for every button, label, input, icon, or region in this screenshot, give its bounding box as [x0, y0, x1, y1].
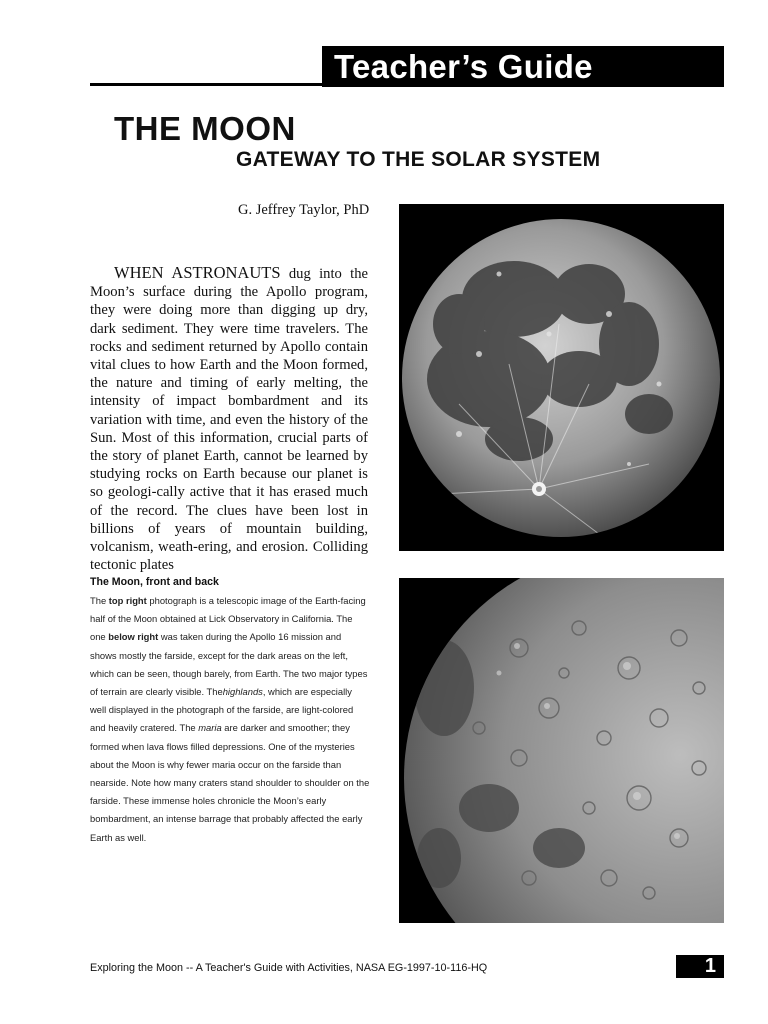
page-number: 1: [676, 955, 724, 978]
page-subtitle: GATEWAY TO THE SOLAR SYSTEM: [236, 148, 601, 171]
moon-nearside-image: [399, 204, 724, 551]
teachers-guide-banner: [322, 46, 724, 87]
lead-in-text: WHEN ASTRONAUTS: [114, 263, 281, 282]
footer-citation: Exploring the Moon -- A Teacher's Guide with Activities, NASA EG-1997-10-116-HQ: [90, 962, 488, 974]
caption-emphasis-below-right: below right: [108, 631, 159, 643]
caption-term-highlands: highlands: [222, 686, 263, 698]
caption-term-maria: maria: [198, 722, 222, 734]
caption-emphasis-top-right: top right: [108, 595, 147, 606]
banner-label: Teacher’s Guide: [334, 48, 593, 85]
header-rule: [90, 83, 330, 86]
caption-title: The Moon, front and back: [90, 576, 219, 588]
page-title: THE MOON: [114, 110, 296, 147]
intro-paragraph: [90, 264, 368, 574]
moon-farside-image: [399, 578, 724, 923]
moon-farside-photo: [399, 578, 724, 923]
caption-body: The top right photograph is a telescopic image of the Earth-facing half of the Moon obtained at Lick Observatory in California. The one below right was taken during the Apollo 16 mission and shows mostly the farside, except for the dark areas on the left, which can be seen, though barely, from Earth. The two major types of terrain are clearly visible. Thehighlands, which are especially well displayed in the photograph of the farside, are light-colored and heavily cratered. The maria are darker and smoother; they formed when lava flows filled depressions. One of the mysteries about the Moon is why fewer maria occur on the farside than nearside. Note how many craters stand shoulder to shoulder on the farside. These immense holes chronicle the Moon’s early bombardment, an intense barrage that probably affected the early Earth as well.: [90, 595, 370, 843]
author-byline: G. Jeffrey Taylor, PhD: [238, 202, 370, 218]
moon-nearside-photo: [399, 204, 724, 551]
intro-text: dug into the Moon’s surface during the Apollo program, they were doing more than digging up dry, dark sediment. They were time travelers. The rocks and sediment returned by Apollo contain vital clues to how Earth and the Moon formed, the nature and timing of early melting, the intensity of impact bombardment and its variation with time, and even the history of the Sun. Most of this information, crucial parts of the story of planet Earth, cannot be learned by studying rocks on Earth because our planet is so geologi-cally active that it has erased much of the record. The clues have been lost in billions of years of mountain building, volcanism, weath-ering, and erosion. Colliding tectonic plates: [90, 266, 369, 574]
